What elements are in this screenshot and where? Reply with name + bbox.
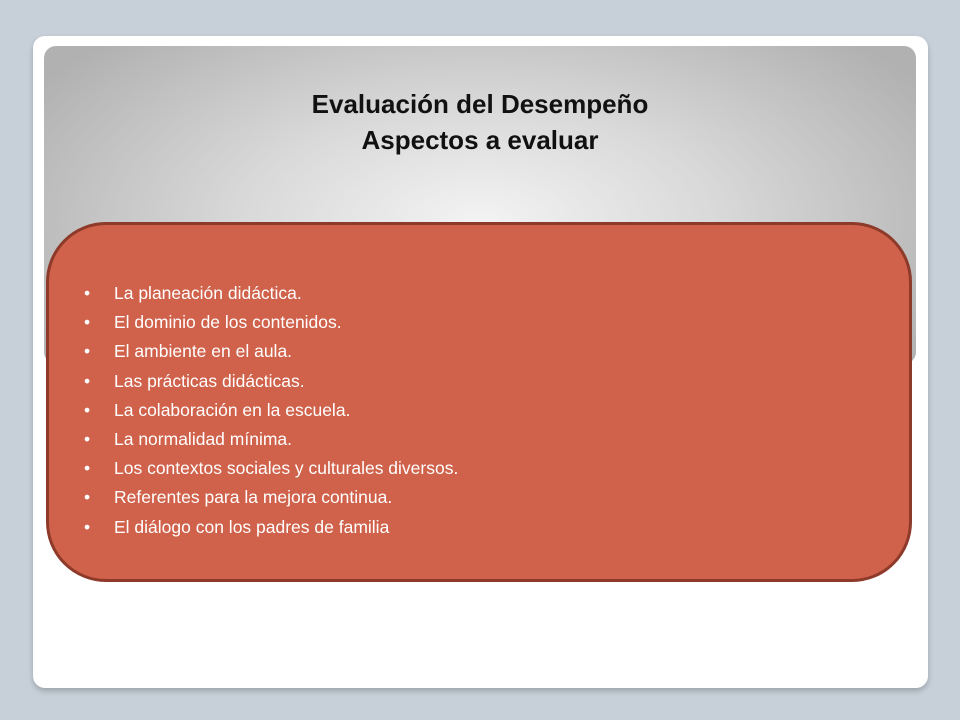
list-item: [78, 513, 458, 542]
list-item-text: La planeación didáctica.: [114, 283, 302, 303]
bullet-list: [78, 279, 458, 542]
bullet-icon: •: [84, 370, 91, 391]
bullet-icon: •: [84, 516, 91, 537]
list-item: [78, 367, 458, 396]
bullet-icon: •: [84, 429, 91, 450]
list-item: [78, 279, 458, 308]
list-item-text: La colaboración en la escuela.: [114, 399, 351, 420]
list-item-text: Referentes para la mejora continua.: [114, 487, 393, 508]
bullet-icon: •: [84, 458, 91, 479]
list-item-text: Los contextos sociales y culturales diversos.: [114, 458, 459, 479]
list-item-text: Las prácticas didácticas.: [114, 370, 305, 391]
list-item: [78, 425, 458, 454]
bullet-icon: •: [84, 341, 91, 362]
list-item: [78, 483, 458, 512]
title-line-2: Aspectos a evaluar: [361, 125, 599, 155]
slide-title: [44, 86, 916, 158]
bullet-icon: •: [84, 312, 91, 333]
list-item-text: El ambiente en el aula.: [114, 341, 293, 362]
bullet-icon: •: [84, 399, 91, 420]
bullet-icon: •: [84, 283, 91, 303]
list-item: [78, 454, 458, 483]
list-item-text: La normalidad mínima.: [114, 429, 292, 450]
list-item: [78, 396, 458, 425]
list-item-text: El diálogo con los padres de familia: [114, 516, 390, 537]
list-item: [78, 337, 458, 366]
title-line-1: Evaluación del Desempeño: [311, 89, 649, 119]
list-item-text: El dominio de los contenidos.: [114, 312, 342, 333]
list-item: [78, 308, 458, 337]
bullet-icon: •: [84, 487, 91, 508]
